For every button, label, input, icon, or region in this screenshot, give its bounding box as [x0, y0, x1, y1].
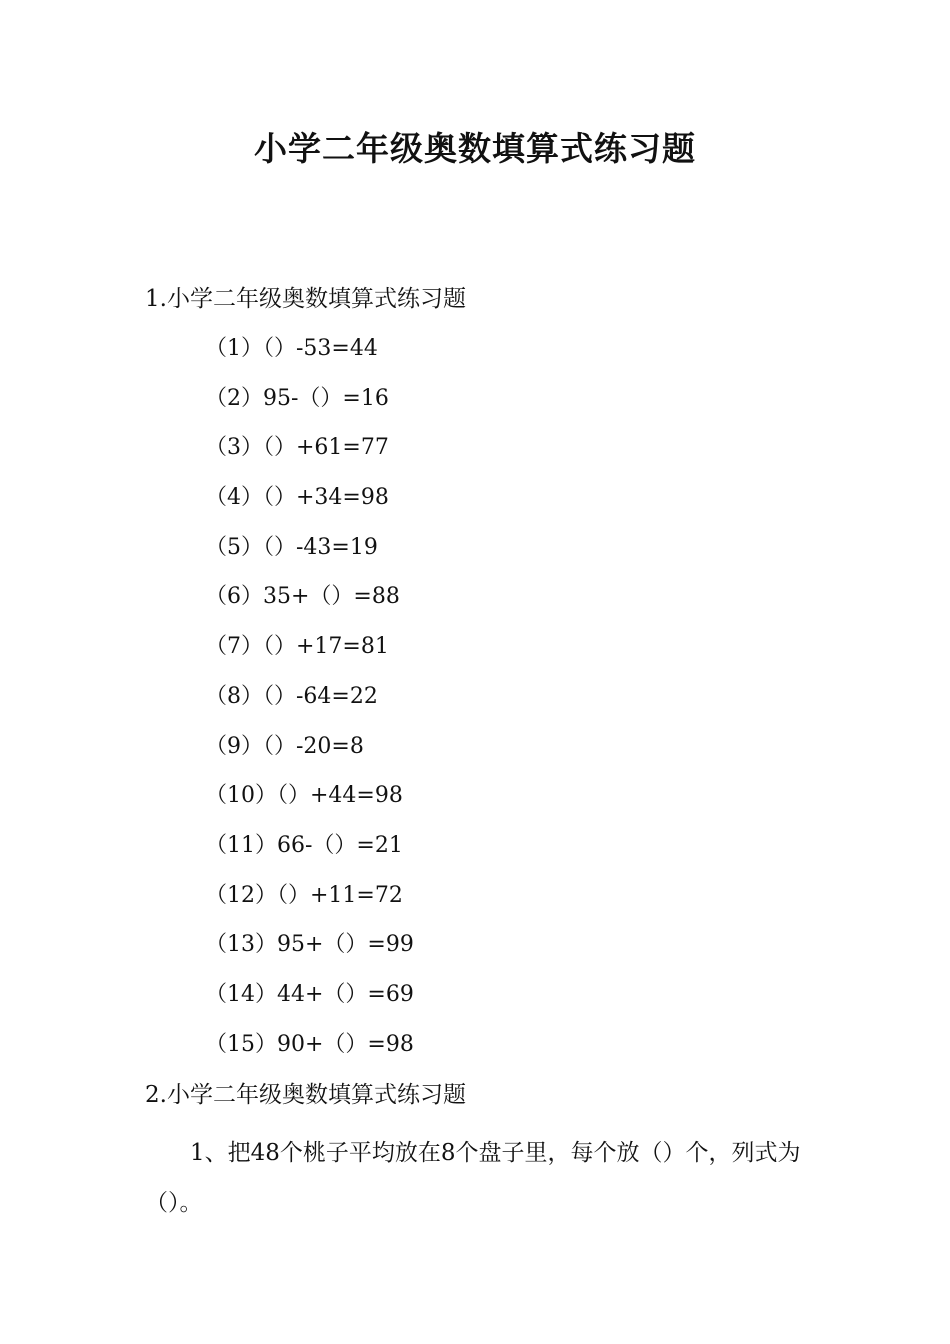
exercise-item-15: （15）90+（）=98: [205, 1031, 414, 1057]
exercise-item-4: （4）（）+34=98: [205, 485, 389, 511]
exercise-item-11: （11）66-（）=21: [205, 832, 403, 858]
exercise-item-2: （2）95-（）=16: [205, 385, 389, 411]
exercise-item-12: （12）（）+11=72: [205, 882, 403, 908]
exercise-item-8: （8）（）-64=22: [205, 683, 378, 709]
exercise-item-10: （10）（）+44=98: [205, 783, 403, 809]
exercise-item-7: （7）（）+17=81: [205, 634, 389, 660]
exercise-item-9: （9）（）-20=8: [205, 733, 364, 759]
exercise-item-14: （14）44+（）=69: [205, 981, 414, 1007]
exercise-item-6: （6）35+（）=88: [205, 584, 400, 610]
exercise-item-3: （3）（）+61=77: [205, 435, 389, 461]
exercise-list: [205, 333, 414, 1078]
exercise-item-1: （1）（）-53=44: [205, 336, 378, 361]
word-problem-1: 1、把48个桃子平均放在8个盘子里，每个放（）个，列式为（）。: [145, 1140, 801, 1216]
exercise-item-5: （5）（）-43=19: [205, 534, 378, 560]
section-2-heading: 2.小学二年级奥数填算式练习题: [145, 1082, 466, 1108]
section-1-heading: 1.小学二年级奥数填算式练习题: [145, 286, 466, 312]
exercise-item-13: （13）95+（）=99: [205, 932, 414, 958]
document-title: 小学二年级奥数填算式练习题: [254, 129, 696, 168]
